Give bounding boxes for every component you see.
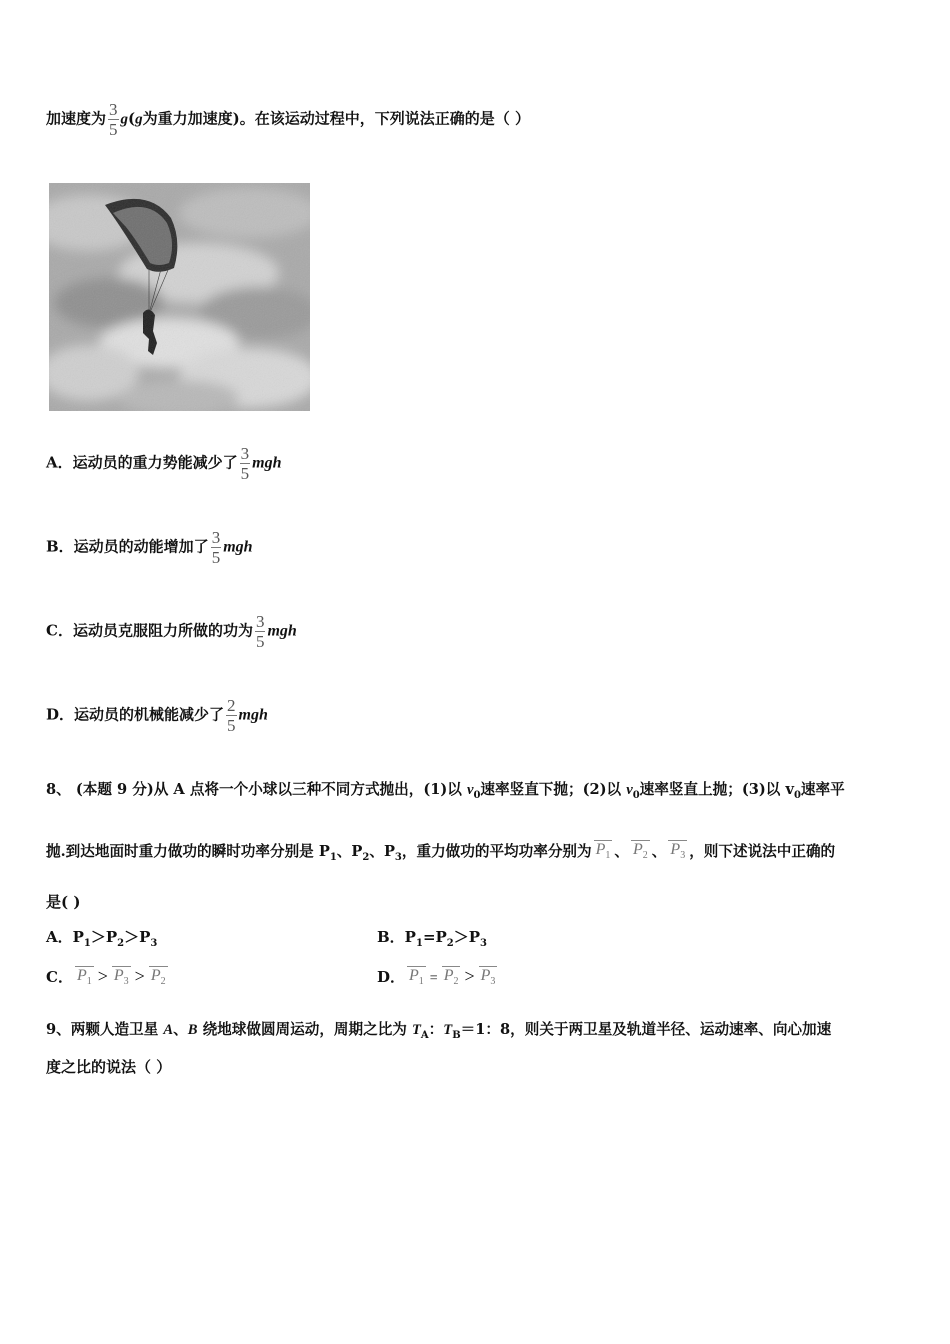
intro-prefix: 加速度为 bbox=[46, 109, 107, 128]
fraction-denominator: 5 bbox=[211, 548, 221, 567]
p-bar-2 bbox=[149, 966, 168, 991]
q8-text: 是( ) bbox=[46, 893, 81, 911]
separator: 、 bbox=[173, 1021, 188, 1038]
subscript: A bbox=[420, 1029, 429, 1041]
q8-option-c bbox=[46, 966, 170, 991]
mgh-term: mgh bbox=[252, 454, 282, 472]
q8-option-d bbox=[377, 966, 499, 991]
q7-option-c bbox=[46, 612, 297, 651]
mgh-term: mgh bbox=[223, 538, 253, 556]
subscript: B bbox=[452, 1029, 461, 1041]
q7-option-d bbox=[46, 696, 268, 735]
option-label: B．P bbox=[377, 928, 416, 946]
fraction-numerator: 3 bbox=[240, 444, 250, 463]
q8-text: ，重力做功的平均功率分别为 bbox=[401, 843, 592, 860]
option-label: D．运动员的机械能减少了 bbox=[46, 705, 225, 724]
q9-line-2 bbox=[46, 1057, 171, 1077]
subscript: 1 bbox=[418, 976, 424, 988]
subscript: 2 bbox=[453, 976, 459, 988]
subscript: 0 bbox=[632, 789, 640, 801]
p-symbol: P bbox=[76, 967, 87, 984]
p-symbol: P bbox=[150, 967, 161, 984]
v-symbol: v bbox=[785, 781, 794, 798]
option-label: C． bbox=[46, 968, 73, 986]
option-text: ＞P bbox=[90, 928, 118, 946]
mgh-term: mgh bbox=[267, 622, 297, 640]
fraction-numerator: 3 bbox=[255, 612, 265, 631]
subscript: 2 bbox=[642, 850, 648, 862]
p-bar-3 bbox=[112, 966, 131, 991]
q9-text: ＝1：8，则关于两卫星及轨道半径、运动速率、向心加速 bbox=[460, 1021, 832, 1038]
fraction-numerator: 3 bbox=[211, 528, 221, 547]
fraction bbox=[255, 612, 266, 651]
q8-text: 、P bbox=[336, 843, 363, 860]
separator: 、 bbox=[614, 843, 630, 860]
q8-line-1 bbox=[46, 780, 845, 806]
p-symbol: P bbox=[670, 841, 681, 858]
q8-text: 速率竖直上抛；(3)以 bbox=[639, 781, 786, 798]
q7-intro-line bbox=[46, 100, 530, 139]
p-bar-2 bbox=[442, 966, 461, 991]
option-label: A．运动员的重力势能减少了 bbox=[46, 453, 238, 472]
separator: 、 bbox=[651, 843, 667, 860]
q9-text: 9、两颗人造卫星 bbox=[46, 1021, 164, 1038]
option-label: D． bbox=[377, 968, 406, 986]
option-text: =P bbox=[422, 928, 447, 946]
fraction bbox=[226, 696, 237, 735]
satellite-b: B bbox=[187, 1022, 198, 1038]
v-symbol: v bbox=[466, 782, 474, 798]
subscript: 0 bbox=[793, 789, 801, 801]
paraglider-photo bbox=[49, 183, 310, 411]
subscript: 2 bbox=[446, 938, 454, 949]
fraction-denominator: 5 bbox=[240, 464, 250, 483]
q8-text: 抛.到达地面时重力做功的瞬时功率分别是 P bbox=[46, 843, 330, 860]
q7-option-b bbox=[46, 528, 253, 567]
subscript: 3 bbox=[680, 850, 686, 862]
paren: ( bbox=[128, 109, 136, 128]
q8-text: 、P bbox=[369, 843, 395, 860]
q9-line-1 bbox=[46, 1020, 831, 1046]
q7-option-a bbox=[46, 444, 281, 483]
subscript: 1 bbox=[415, 938, 423, 949]
p-symbol: P bbox=[595, 841, 606, 858]
p-symbol: P bbox=[409, 967, 419, 984]
g-symbol: g bbox=[120, 111, 129, 128]
colon: ： bbox=[428, 1021, 444, 1038]
intro-suffix: 为重力加速度)。在该运动过程中，下列说法正确的是（ ） bbox=[142, 109, 530, 128]
option-label: A．P bbox=[46, 928, 84, 946]
subscript: 1 bbox=[86, 976, 92, 988]
p-bar-2 bbox=[631, 840, 650, 865]
photo-grain bbox=[49, 183, 310, 411]
p-bar-1 bbox=[75, 966, 94, 991]
v-symbol: v bbox=[626, 782, 633, 798]
subscript: 2 bbox=[362, 851, 370, 863]
mgh-term: mgh bbox=[238, 706, 268, 724]
operator: = bbox=[429, 971, 438, 986]
subscript: 1 bbox=[605, 850, 611, 862]
g-symbol: g bbox=[135, 111, 143, 128]
subscript: 3 bbox=[480, 938, 488, 949]
t-symbol: T bbox=[443, 1022, 453, 1038]
subscript: 0 bbox=[473, 789, 481, 801]
q8-option-b bbox=[377, 927, 487, 954]
subscript: 3 bbox=[150, 938, 158, 949]
q8-text: ，则下述说法中正确的 bbox=[689, 843, 836, 860]
operator: > bbox=[97, 966, 108, 986]
p-symbol: P bbox=[480, 967, 491, 984]
subscript: 3 bbox=[394, 851, 402, 863]
p-bar-1 bbox=[407, 966, 426, 991]
q9-text: 绕地球做圆周运动，周期之比为 bbox=[197, 1021, 412, 1038]
option-text: ＞P bbox=[453, 928, 481, 946]
subscript: 1 bbox=[83, 938, 91, 949]
q8-text: 速率平 bbox=[800, 781, 845, 798]
q8-line-3 bbox=[46, 892, 80, 912]
fraction-denominator: 5 bbox=[227, 716, 236, 735]
q8-text: 速率竖直下抛；(2)以 bbox=[480, 781, 627, 798]
operator: > bbox=[464, 966, 475, 986]
subscript: 1 bbox=[329, 851, 337, 863]
t-symbol: T bbox=[411, 1022, 421, 1038]
satellite-a: A bbox=[163, 1022, 174, 1038]
fraction-denominator: 5 bbox=[255, 632, 265, 651]
fraction-3-5 bbox=[108, 100, 119, 139]
subscript: 3 bbox=[490, 976, 496, 988]
fraction-numerator: 3 bbox=[109, 100, 118, 119]
p-bar-3 bbox=[479, 966, 498, 991]
p-symbol: P bbox=[443, 967, 454, 984]
p-bar-3 bbox=[668, 840, 687, 865]
q8-option-a bbox=[46, 927, 157, 954]
p-symbol: P bbox=[113, 967, 124, 984]
operator: > bbox=[134, 966, 145, 986]
subscript: 2 bbox=[160, 976, 166, 988]
option-text: ＞P bbox=[124, 928, 151, 946]
fraction bbox=[240, 444, 251, 483]
fraction-denominator: 5 bbox=[109, 120, 118, 139]
option-label: B．运动员的动能增加了 bbox=[46, 537, 209, 556]
subscript: 2 bbox=[117, 938, 125, 949]
subscript: 3 bbox=[123, 976, 129, 988]
fraction-numerator: 2 bbox=[227, 696, 236, 715]
p-bar-1 bbox=[594, 840, 613, 865]
q9-text: 度之比的说法（ ） bbox=[46, 1058, 172, 1076]
option-label: C．运动员克服阻力所做的功为 bbox=[46, 621, 253, 640]
q8-line-2 bbox=[46, 840, 835, 868]
fraction bbox=[211, 528, 222, 567]
p-symbol: P bbox=[633, 841, 643, 858]
q8-text: 8、 (本题 9 分)从 A 点将一个小球以三种不同方式抛出，(1)以 bbox=[46, 781, 467, 798]
